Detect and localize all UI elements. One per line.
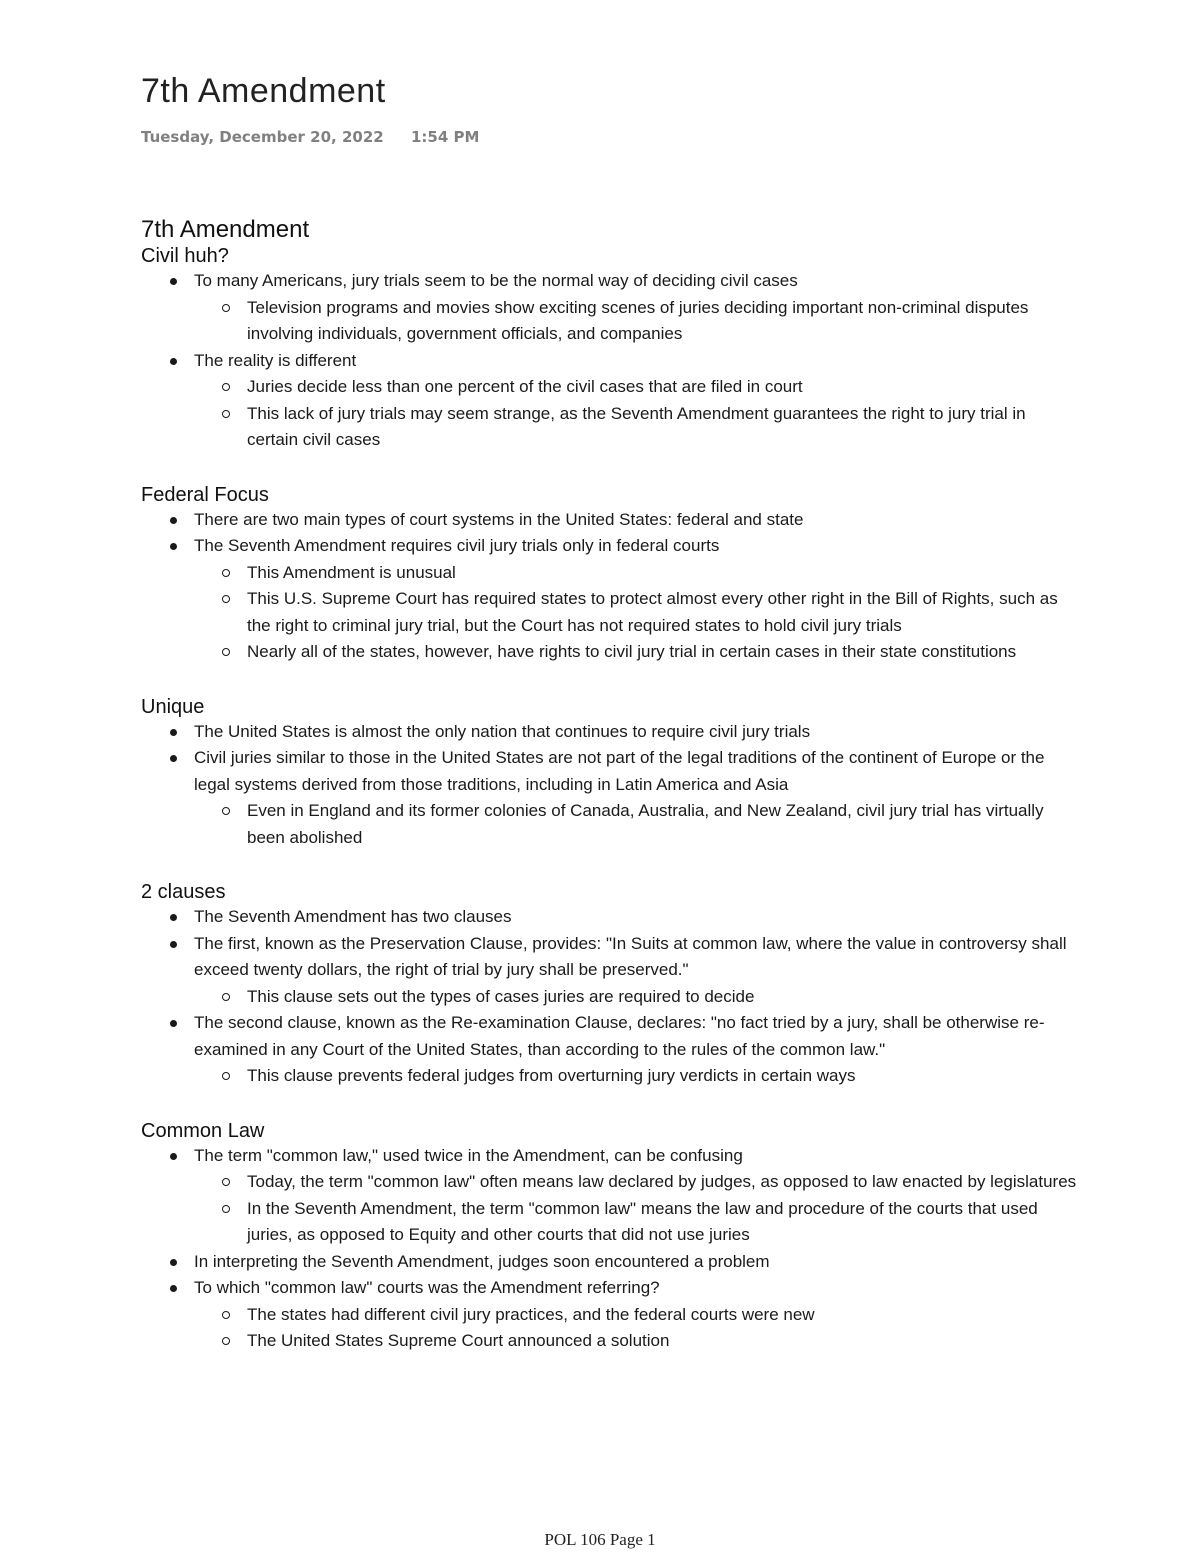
sub-bullet-item: Today, the term "common law" often means law declared by judges, as opposed to law enacted by legislatures bbox=[141, 1169, 1081, 1196]
bullet-item: To many Americans, jury trials seem to be the normal way of deciding civil cases bbox=[141, 268, 1081, 295]
section-federal-focus bbox=[141, 483, 1081, 666]
section-heading: Federal Focus bbox=[141, 483, 269, 506]
bullet-item: The term "common law," used twice in the Amendment, can be confusing bbox=[141, 1143, 1081, 1170]
bullet-item: The Seventh Amendment requires civil jury trials only in federal courts bbox=[141, 533, 1081, 560]
page-title[interactable]: 7th Amendment bbox=[141, 72, 386, 110]
bullet-item: The first, known as the Preservation Clause, provides: "In Suits at common law, where the value in controversy shall exceed twenty dollars, the right of trial by jury shall be preserved." bbox=[141, 931, 1081, 984]
sub-bullet-item: This clause prevents federal judges from overturning jury verdicts in certain ways bbox=[141, 1063, 1081, 1090]
bullet-item: The reality is different bbox=[141, 348, 1081, 375]
section-common-law bbox=[141, 1119, 1081, 1355]
sub-bullet-item: Television programs and movies show exciting scenes of juries deciding important non-criminal disputes involving individuals, government officials, and companies bbox=[141, 295, 1081, 348]
sub-bullet-item: Juries decide less than one percent of the civil cases that are filed in court bbox=[141, 374, 1081, 401]
note-date: Tuesday, December 20, 2022 bbox=[141, 128, 384, 146]
page-footer: POL 106 Page 1 bbox=[544, 1530, 656, 1549]
bullet-list bbox=[141, 507, 1081, 666]
sub-bullet-item: This U.S. Supreme Court has required states to protect almost every other right in the Bill of Rights, such as the right to criminal jury trial, but the Court has not required states to hold civil jury trials bbox=[141, 586, 1081, 639]
sub-bullet-item: The United States Supreme Court announced a solution bbox=[141, 1328, 1081, 1355]
bullet-list bbox=[141, 1143, 1081, 1355]
bullet-item: There are two main types of court systems in the United States: federal and state bbox=[141, 507, 1081, 534]
bullet-list bbox=[141, 719, 1081, 852]
bullet-item: The United States is almost the only nation that continues to require civil jury trials bbox=[141, 719, 1081, 746]
sub-bullet-item: In the Seventh Amendment, the term "common law" means the law and procedure of the courts that used juries, as opposed to Equity and other courts that did not use juries bbox=[141, 1196, 1081, 1249]
note-time: 1:54 PM bbox=[411, 128, 480, 146]
section-heading: Unique bbox=[141, 695, 205, 718]
section-2-clauses bbox=[141, 880, 1081, 1090]
sub-bullet-item: Nearly all of the states, however, have rights to civil jury trial in certain cases in their state constitutions bbox=[141, 639, 1081, 666]
bullet-item: To which "common law" courts was the Amendment referring? bbox=[141, 1275, 1081, 1302]
section-civil-huh bbox=[141, 216, 1081, 454]
bullet-item: The second clause, known as the Re-examination Clause, declares: "no fact tried by a jury, shall be otherwise re-examined in any Court of the United States, than according to the rules of the common law." bbox=[141, 1010, 1081, 1063]
bullet-item: In interpreting the Seventh Amendment, judges soon encountered a problem bbox=[141, 1249, 1081, 1276]
bullet-list bbox=[141, 904, 1081, 1090]
bullet-item: Civil juries similar to those in the United States are not part of the legal traditions of the continent of Europe or the legal systems derived from those traditions, including in Latin America and Asia bbox=[141, 745, 1081, 798]
sub-bullet-item: This lack of jury trials may seem strange, as the Seventh Amendment guarantees the right to jury trial in certain civil cases bbox=[141, 401, 1081, 454]
note-body[interactable] bbox=[141, 216, 1081, 1355]
section-heading: Common Law bbox=[141, 1119, 265, 1142]
bullet-list bbox=[141, 268, 1081, 454]
sub-bullet-item: Even in England and its former colonies of Canada, Australia, and New Zealand, civil jury trial has virtually been abolished bbox=[141, 798, 1081, 851]
sub-bullet-item: This Amendment is unusual bbox=[141, 560, 1081, 587]
section-unique bbox=[141, 695, 1081, 852]
bullet-item: The Seventh Amendment has two clauses bbox=[141, 904, 1081, 931]
sub-bullet-item: This clause sets out the types of cases juries are required to decide bbox=[141, 984, 1081, 1011]
section-heading: 2 clauses bbox=[141, 881, 226, 903]
section-heading: 7th Amendment bbox=[141, 216, 310, 243]
section-subheading: Civil huh? bbox=[141, 245, 229, 267]
sub-bullet-item: The states had different civil jury practices, and the federal courts were new bbox=[141, 1302, 1081, 1329]
